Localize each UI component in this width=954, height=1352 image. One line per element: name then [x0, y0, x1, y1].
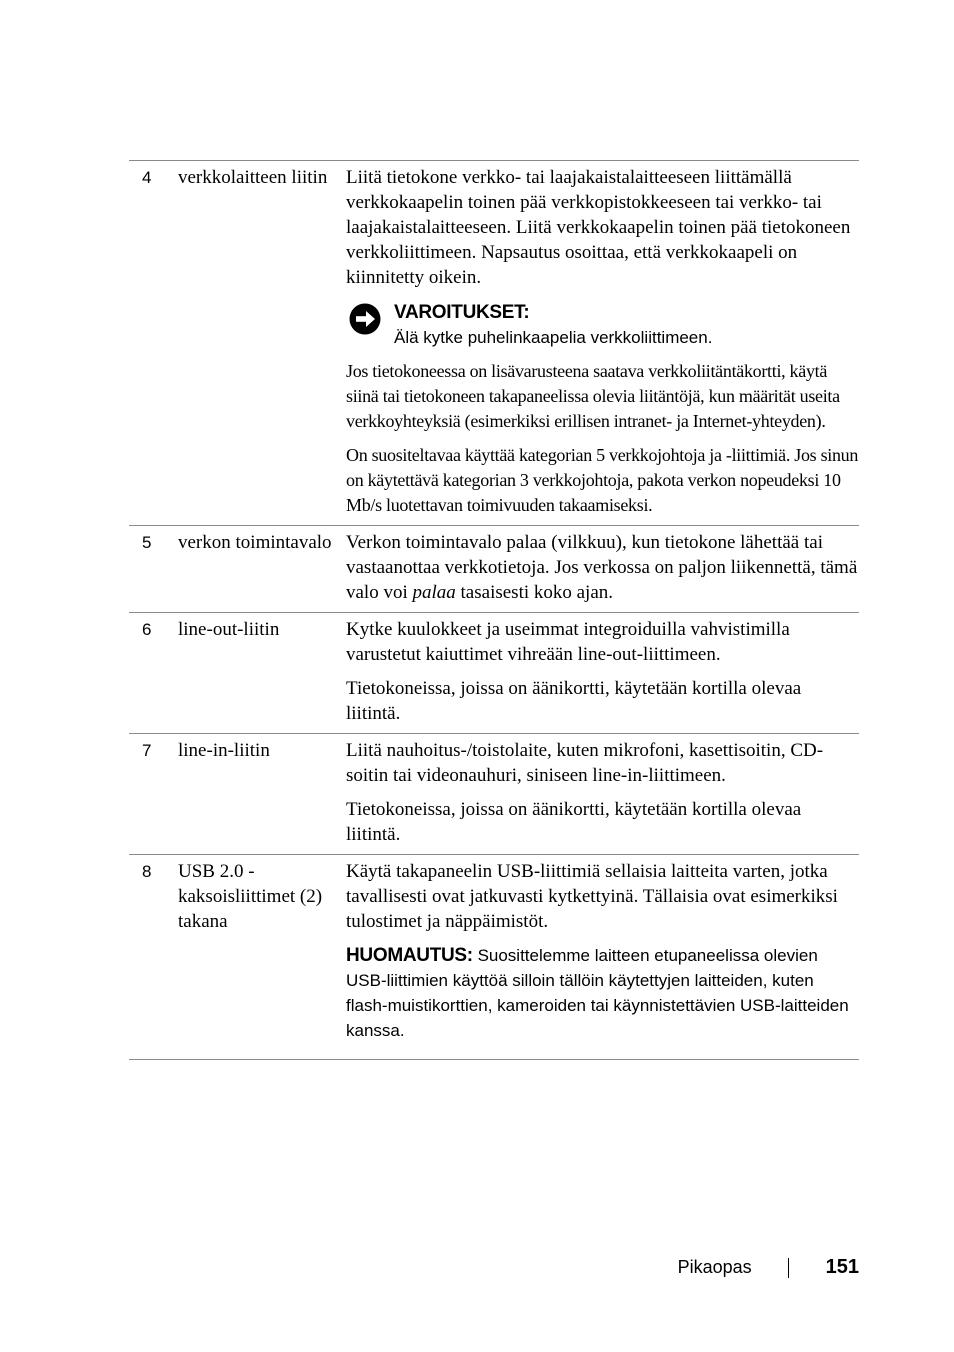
description-paragraph: Kytke kuulokkeet ja useimmat integroiduilla vahvistimilla varustetut kaiuttimet vihreään line-out-liittimeen.: [346, 619, 790, 665]
item-label: line-out-liitin: [178, 619, 280, 640]
item-description: [346, 526, 859, 605]
item-number: 6: [142, 620, 152, 639]
note-text: Suosittelemme laitteen etupaneelissa olevien USB-liittimien käyttöä silloin tällöin käytettyjen laitteiden, kuten flash-muistikorttien, kameroiden tai käynnistettävien USB-laitteiden kanssa.: [346, 946, 849, 1040]
description-paragraph: On suositeltavaa käyttää kategorian 5 verkkojohtoja ja -liittimiä. Jos sinun on käytettävä kategorian 3 verkkojohtoja, pakota verkon nopeudeksi 10 Mb/s luotettavan toimivuuden takaamiseksi.: [346, 445, 859, 515]
connector-table: [129, 160, 859, 1060]
caution-label: VAROITUKSET:: [394, 302, 530, 323]
item-label: verkon toimintavalo: [178, 532, 332, 553]
table-row: [129, 613, 859, 734]
description-paragraph: Käytä takapaneelin USB-liittimiä sellaisia laitteita varten, jotka tavallisesti ovat jatkuvasti kytkettyinä. Tällaisia ovat esimerkiksi tulostimet ja näppäimistöt.: [346, 861, 838, 932]
item-number: 5: [142, 533, 152, 552]
caution-arrow-icon: [349, 303, 381, 335]
item-description: [346, 734, 859, 847]
item-number: 4: [142, 168, 152, 187]
item-description: [346, 855, 859, 1052]
caution-notice: [346, 299, 859, 350]
description-paragraph: Liitä nauhoitus-/toistolaite, kuten mikrofoni, kasettisoitin, CD-soitin tai videonauhuri, siniseen line-in-liittimeen.: [346, 740, 824, 786]
table-row: [129, 734, 859, 855]
caution-text: Älä kytke puhelinkaapelia verkkoliittimeen.: [394, 328, 713, 347]
item-label: verkkolaitteen liitin: [178, 167, 328, 188]
description-text: Verkon toimintavalo palaa (vilkkuu), kun tietokone lähettää tai vastaanottaa verkkotietoja. Jos verkossa on paljon liikennettä, tämä valo voi: [346, 532, 858, 603]
description-paragraph: Jos tietokoneessa on lisävarusteena saatava verkkoliitäntäkortti, käytä siinä tai tietokoneen takapaneelissa olevia liitäntöjä, kun määrität useita verkkoyhteyksiä (esimerkiksi erillisen intranet- ja Internet-yhteyden).: [346, 361, 840, 431]
description-paragraph: Tietokoneissa, joissa on äänikortti, käytetään kortilla olevaa liitintä.: [346, 678, 802, 724]
item-label: USB 2.0 - kaksoisliittimet (2) takana: [178, 861, 323, 932]
table-row: [129, 526, 859, 613]
description-paragraph: [346, 530, 859, 605]
note-label: HUOMAUTUS:: [346, 945, 473, 966]
description-text: tasaisesti koko ajan.: [455, 582, 614, 603]
table-row: [129, 855, 859, 1060]
item-description: [346, 613, 859, 726]
footer-divider: [788, 1258, 789, 1278]
page-number: 151: [825, 1256, 859, 1278]
description-paragraph: Liitä tietokone verkko- tai laajakaistalaitteeseen liittämällä verkkokaapelin toinen pää verkkopistokkeeseen tai verkko- tai laajakaistalaitteeseen. Liitä verkkokaapelin toinen pää tietokoneen verkkoliittimeen. Napsautus osoittaa, että verkkokaapeli on kiinnitetty oikein.: [346, 167, 851, 288]
item-description: [346, 161, 859, 518]
document-title: Pikaopas: [677, 1257, 752, 1277]
note-notice: [346, 943, 859, 1043]
description-emphasis: palaa: [412, 582, 456, 603]
item-label: line-in-liitin: [178, 740, 270, 761]
item-number: 7: [142, 741, 152, 760]
table-row: [129, 161, 859, 526]
description-paragraph: Tietokoneissa, joissa on äänikortti, käytetään kortilla olevaa liitintä.: [346, 799, 802, 845]
item-number: 8: [142, 862, 152, 881]
page-footer: [678, 1256, 859, 1279]
